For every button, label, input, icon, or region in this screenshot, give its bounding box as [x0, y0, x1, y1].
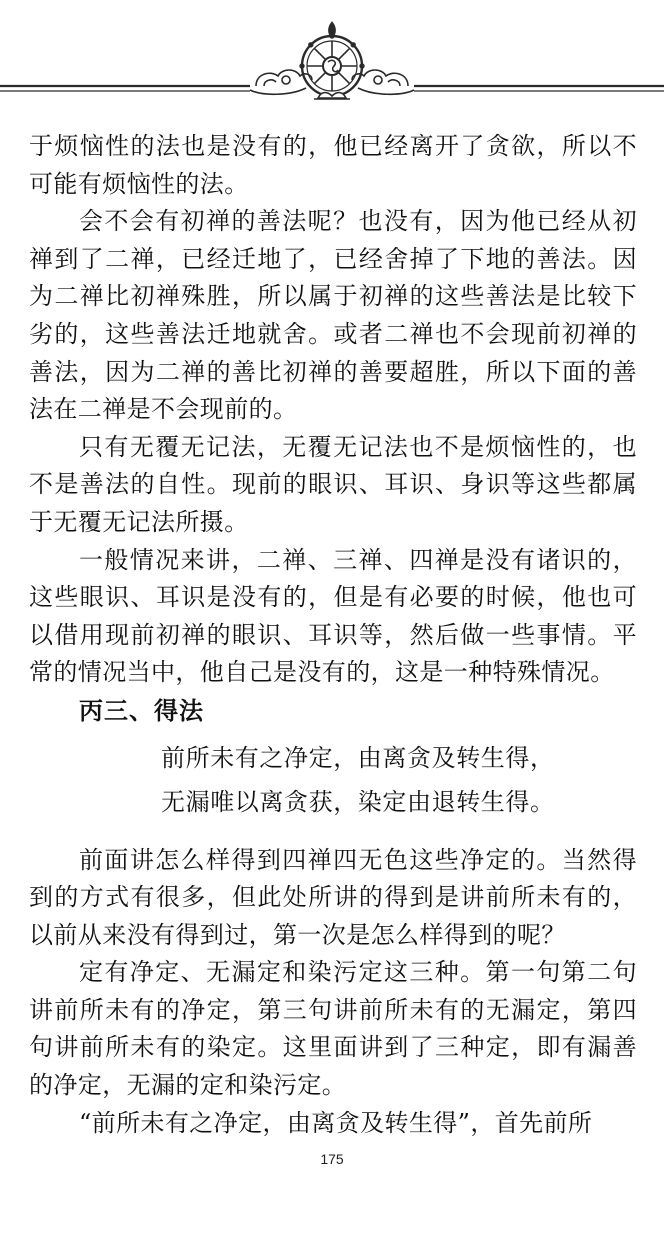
body-paragraph-6: 定有净定、无漏定和染污定这三种。第一句第二句讲前所未有的净定，第三句讲前所未有的无漏定，第四句讲前所未有的染定。这里面讲到了三种定，即有漏善的净定，无漏的定和染污定。 [29, 958, 637, 1100]
verse-line-1: 前所未有之净定，由离贪及转生得， [161, 743, 555, 772]
verse-block [29, 736, 637, 824]
body-paragraph-2: 会不会有初禅的善法呢？也没有，因为他已经从初禅到了二禅，已经迁地了，已经舍掉了下地的善法。因为二禅比初禅殊胜，所以属于初禅的这些善法是比较下劣的，这些善法迁地就舍。或者二禅也不会现前初禅的善法，因为二禅的善比初禅的善要超胜，所以下面的善法在二禅是不会现前的。 [29, 207, 637, 424]
section-heading: 丙三、得法 [79, 695, 204, 725]
body-paragraph-5: 前面讲怎么样得到四禅四无色这些净定的。当然得到的方式有很多，但此处所讲的得到是讲前所未有的，以前从来没有得到过，第一次是怎么样得到的呢？ [29, 845, 637, 949]
body-paragraph-4: 一般情况来讲，二禅、三禅、四禅是没有诸识的，这些眼识、耳识是没有的，但是有必要的时候，他也可以借用现前初禅的眼识、耳识等，然后做一些事情。平常的情况当中，他自己是没有的，这是一种特殊情况。 [29, 545, 637, 687]
header-ornament [0, 0, 664, 110]
body-paragraph-7: “前所未有之净定，由离贪及转生得”，首先前所 [79, 1108, 593, 1137]
page-body [29, 128, 637, 1142]
body-paragraph-3: 只有无覆无记法，无覆无记法也不是烦恼性的，也不是善法的自性。现前的眼识、耳识、身识等这些都属于无覆无记法所摄。 [29, 432, 637, 536]
page-header [0, 0, 664, 110]
page-number: 175 [320, 1151, 344, 1167]
body-paragraph-1: 于烦恼性的法也是没有的，他已经离开了贪欲，所以不可能有烦恼性的法。 [29, 132, 637, 198]
verse-line-2: 无漏唯以离贪获，染定由退转生得。 [161, 787, 555, 816]
